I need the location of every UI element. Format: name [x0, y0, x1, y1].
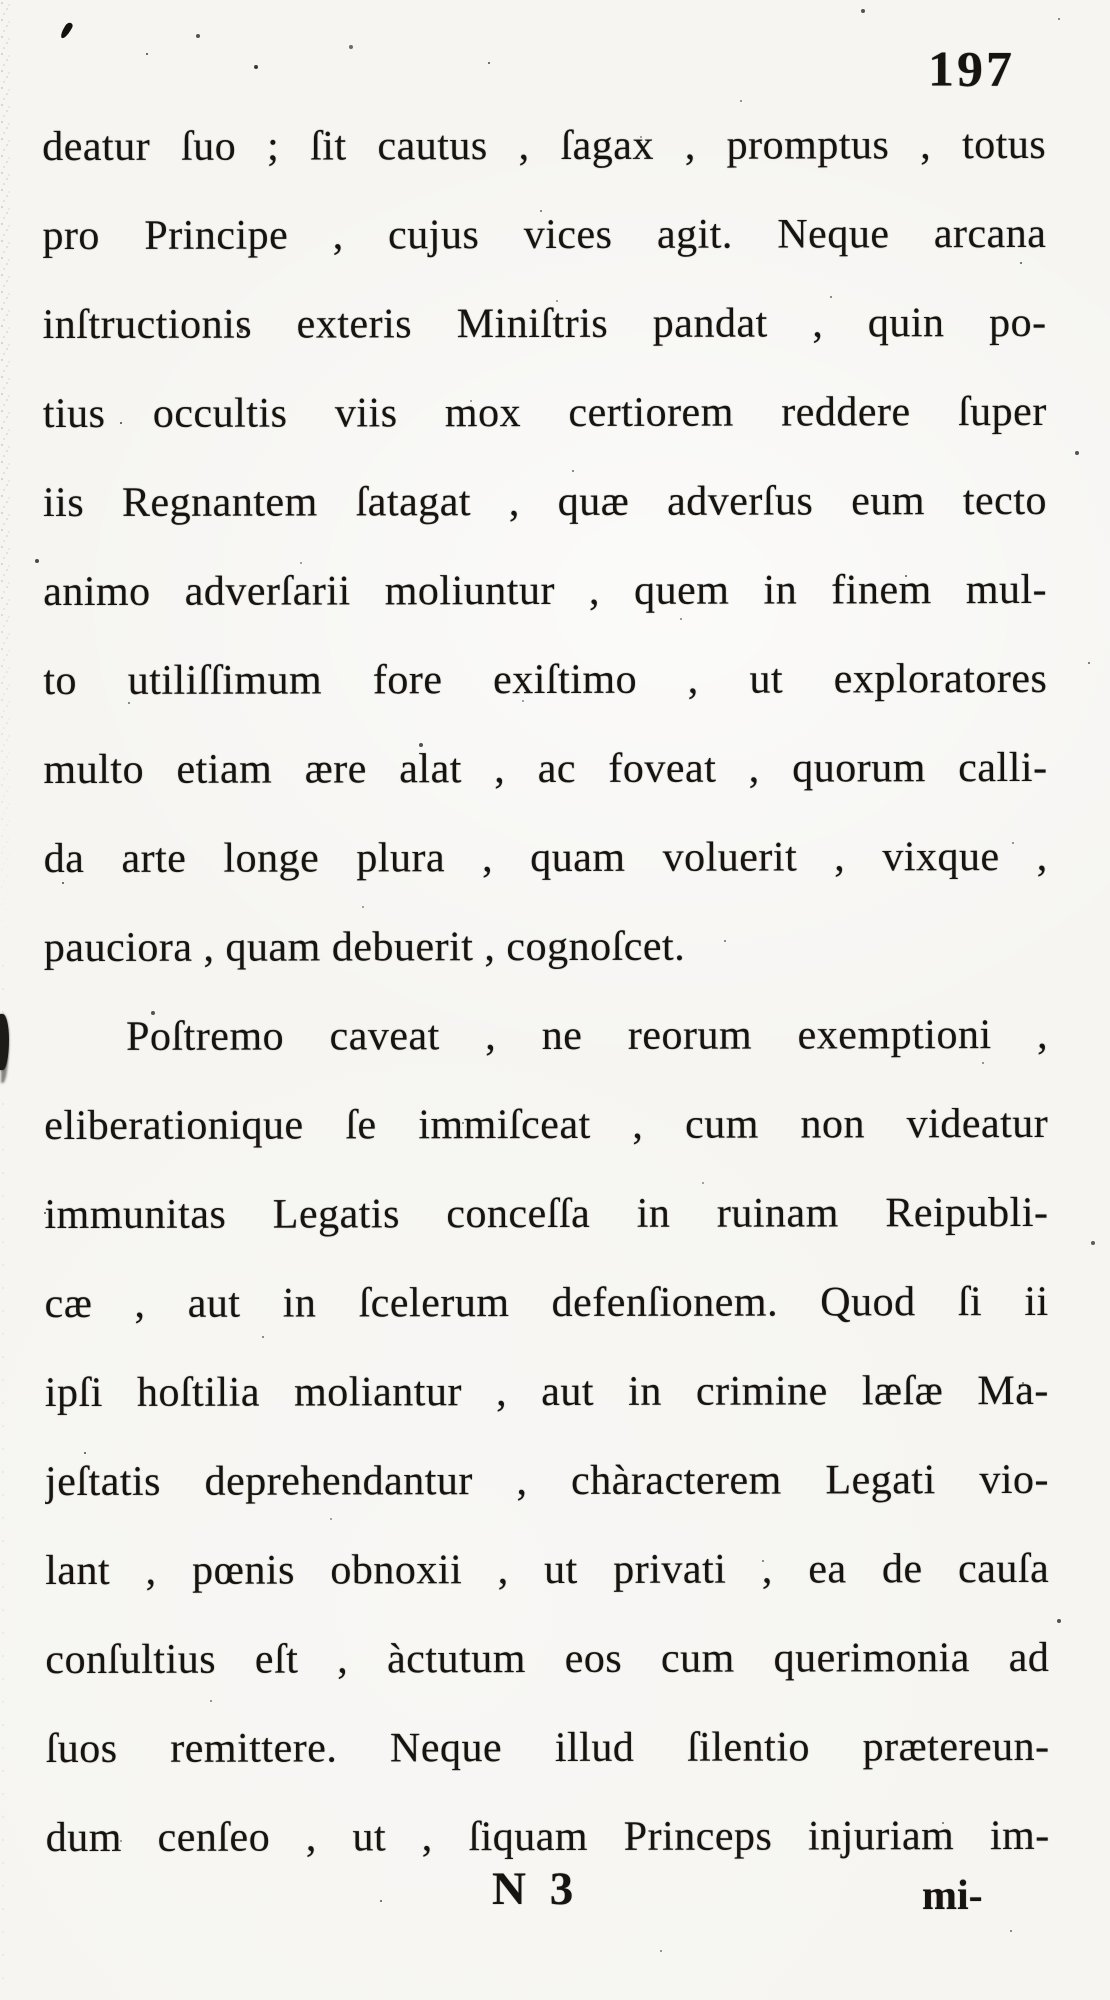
text-line: inſtructionis exteris Miniſtris pandat , quin po-: [42, 299, 1047, 349]
text-line: iis Regnantem ſatagat , quæ adverſus eum tecto: [42, 477, 1048, 527]
scan-edge-noise: [0, 0, 12, 960]
text-line: ipſi hoſtilia moliantur , aut in crimine læſæ Ma-: [44, 1367, 1049, 1417]
text-line: da arte longe plura , quam voluerit , vixque ,: [43, 833, 1048, 883]
text-line paragraph-start: Poſtremo caveat , ne reorum exemptioni ,: [126, 1011, 1049, 1060]
text-block: [42, 101, 1050, 1883]
text-line: to utiliſſimum fore exiſtimo , ut exploratores: [43, 655, 1048, 705]
text-line: jeſtatis deprehendantur , chàracterem Legati vio-: [44, 1456, 1050, 1506]
text-line: animo adverſarii moliuntur , quem in finem mul-: [43, 566, 1048, 616]
text-line: cæ , aut in ſcelerum defenſionem. Quod ſi ii: [44, 1278, 1049, 1328]
stray-ink-mark: [59, 22, 74, 39]
text-line: pro Principe , cujus vices agit. Neque arcana: [42, 210, 1047, 260]
text-line: immunitas Legatis conceſſa in ruinam Reipubli-: [44, 1189, 1049, 1239]
gathering-signature: N 3: [492, 1863, 580, 1915]
catchword: mi-: [922, 1873, 983, 1919]
text-line: multo etiam ære alat , ac foveat , quorum calli-: [43, 744, 1048, 794]
page-number: 197: [928, 42, 1015, 97]
scan-edge-noise-lower: [0, 960, 8, 2000]
text-line: lant , pœnis obnoxii , ut privati , ea de cauſa: [45, 1545, 1050, 1595]
text-line paragraph-end: pauciora , quam debuerit , cognoſcet.: [43, 923, 686, 972]
text-line: deatur ſuo ; ſit cautus , ſagax , promptus , totus: [42, 121, 1047, 171]
text-line: eliberationique ſe immiſceat , cum non videatur: [44, 1100, 1049, 1150]
text-line: ſuos remittere. Neque illud ſilentio prætereun-: [45, 1723, 1050, 1773]
scan-speckles: [0, 0, 2, 2]
text-line: dum cenſeo , ut , ſiquam Princeps injuriam im-: [45, 1812, 1050, 1862]
text-line: tius occultis viis mox certiorem reddere ſuper: [42, 388, 1047, 438]
text-line: conſultius eſt , àctutum eos cum querimonia ad: [45, 1634, 1050, 1684]
